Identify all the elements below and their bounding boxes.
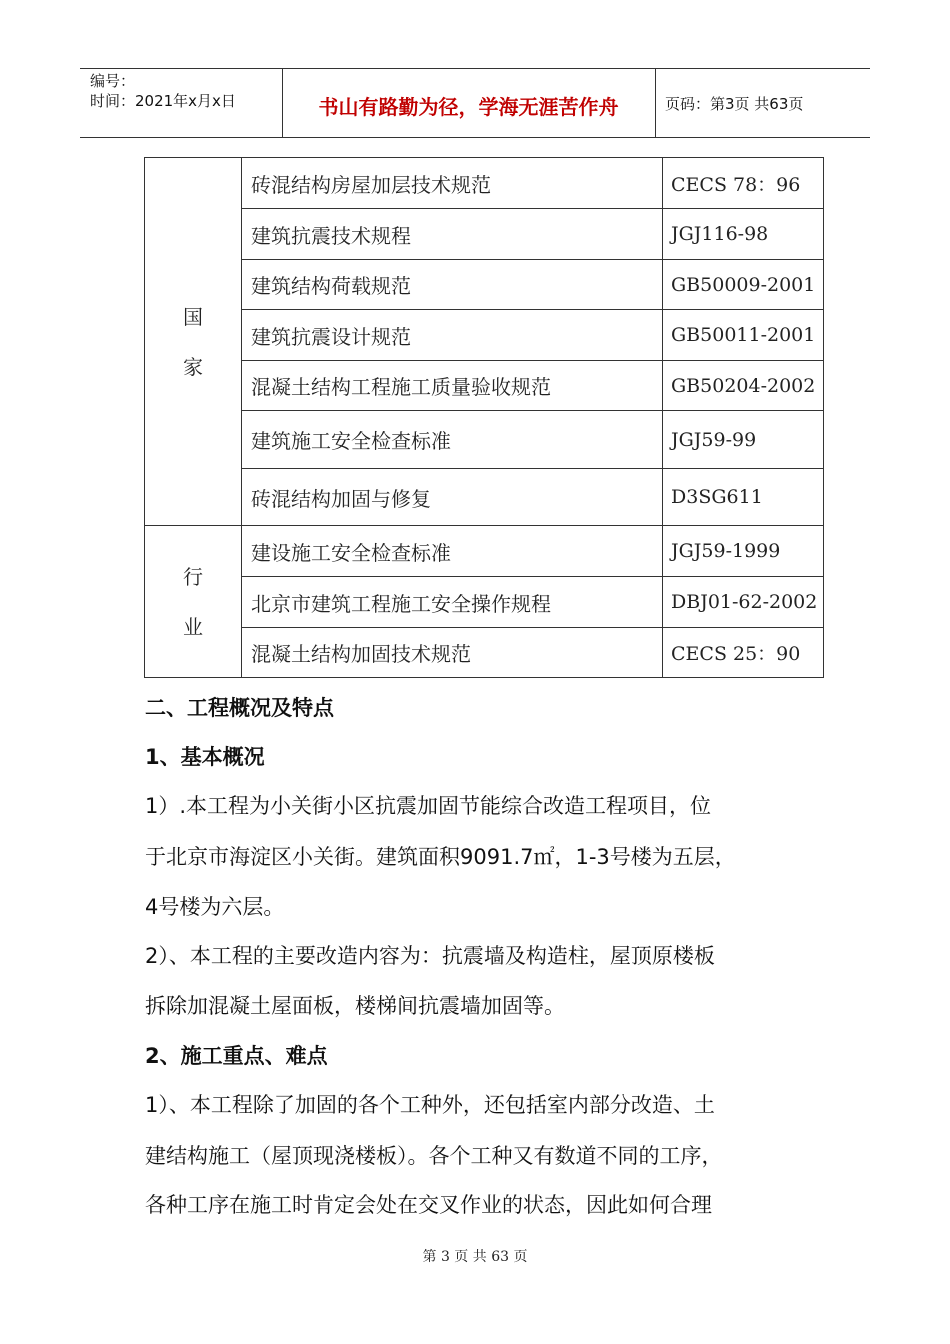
- standard-name: 北京市建筑工程施工安全操作规程: [242, 577, 663, 628]
- standard-code: D3SG611: [663, 469, 824, 526]
- section-title: 二、工程概况及特点: [145, 696, 334, 720]
- category-char: 国: [183, 304, 203, 329]
- table-row: [145, 158, 824, 209]
- header-page-info: 页码：第3页 共63页: [665, 94, 804, 113]
- table-row: [145, 361, 824, 411]
- subsection-title: 2、施工重点、难点: [145, 1044, 328, 1068]
- paragraph-line: 2）、本工程的主要改造内容为：抗震墙及构造柱，屋顶原楼板: [145, 944, 715, 968]
- table-row: [145, 260, 824, 310]
- header-meta-cell: [80, 69, 283, 137]
- category-char: 行: [183, 564, 203, 589]
- paragraph-line: 1）、本工程除了加固的各个工种外，还包括室内部分改造、土: [145, 1093, 715, 1117]
- table-row: [145, 411, 824, 469]
- standard-name: 建筑抗震设计规范: [242, 310, 663, 361]
- standard-name: 砖混结构房屋加层技术规范: [242, 158, 663, 209]
- header-page-cell: [655, 69, 870, 137]
- standard-code: JGJ116-98: [663, 209, 824, 260]
- category-cell-industry: [145, 526, 242, 678]
- table-row: [145, 628, 824, 678]
- standard-name: 建设施工安全检查标准: [242, 526, 663, 577]
- standard-name: 混凝土结构加固技术规范: [242, 628, 663, 678]
- paragraph-line: 4号楼为六层。: [145, 895, 285, 919]
- page-footer: 第 3 页 共 63 页: [422, 1249, 528, 1265]
- header-motto-cell: [282, 69, 656, 137]
- paragraph-line: 拆除加混凝土屋面板，楼梯间抗震墙加固等。: [145, 994, 565, 1018]
- standard-code: JGJ59-99: [663, 411, 824, 469]
- standard-code: CECS 25：90: [663, 628, 824, 678]
- table-row: [145, 577, 824, 628]
- page-header: [80, 68, 870, 138]
- standard-code: GB50204-2002: [663, 361, 824, 411]
- category-cell-national: [145, 158, 242, 526]
- document-number-label: 编号：: [90, 72, 136, 90]
- standard-name: 建筑结构荷载规范: [242, 260, 663, 310]
- table-row: [145, 209, 824, 260]
- standard-name: 建筑抗震技术规程: [242, 209, 663, 260]
- category-char: 业: [183, 614, 203, 639]
- standard-name: 混凝土结构工程施工质量验收规范: [242, 361, 663, 411]
- standard-code: GB50011-2001: [663, 310, 824, 361]
- document-date: 时间：2021年x月x日: [90, 92, 236, 110]
- header-motto: 书山有路勤为径，学海无涯苦作舟: [318, 95, 619, 119]
- standard-code: GB50009-2001: [663, 260, 824, 310]
- standard-code: DBJ01-62-2002: [663, 577, 824, 628]
- standard-name: 砖混结构加固与修复: [242, 469, 663, 526]
- standard-code: CECS 78：96: [663, 158, 824, 209]
- category-char: 家: [183, 354, 203, 379]
- subsection-title: 1、基本概况: [145, 745, 265, 769]
- standard-code: JGJ59-1999: [663, 526, 824, 577]
- standard-name: 建筑施工安全检查标准: [242, 411, 663, 469]
- paragraph-line: 各种工序在施工时肯定会处在交叉作业的状态，因此如何合理: [145, 1193, 712, 1217]
- standards-table: [144, 157, 824, 678]
- paragraph-line: 建结构施工（屋顶现浇楼板）。各个工种又有数道不同的工序，: [145, 1144, 723, 1168]
- table-row: [145, 469, 824, 526]
- paragraph-line: 1）.本工程为小关街小区抗震加固节能综合改造工程项目，位: [145, 794, 712, 818]
- table-row: [145, 526, 824, 577]
- paragraph-line: 于北京市海淀区小关街。建筑面积9091.7㎡，1-3号楼为五层，: [145, 845, 736, 869]
- table-row: [145, 310, 824, 361]
